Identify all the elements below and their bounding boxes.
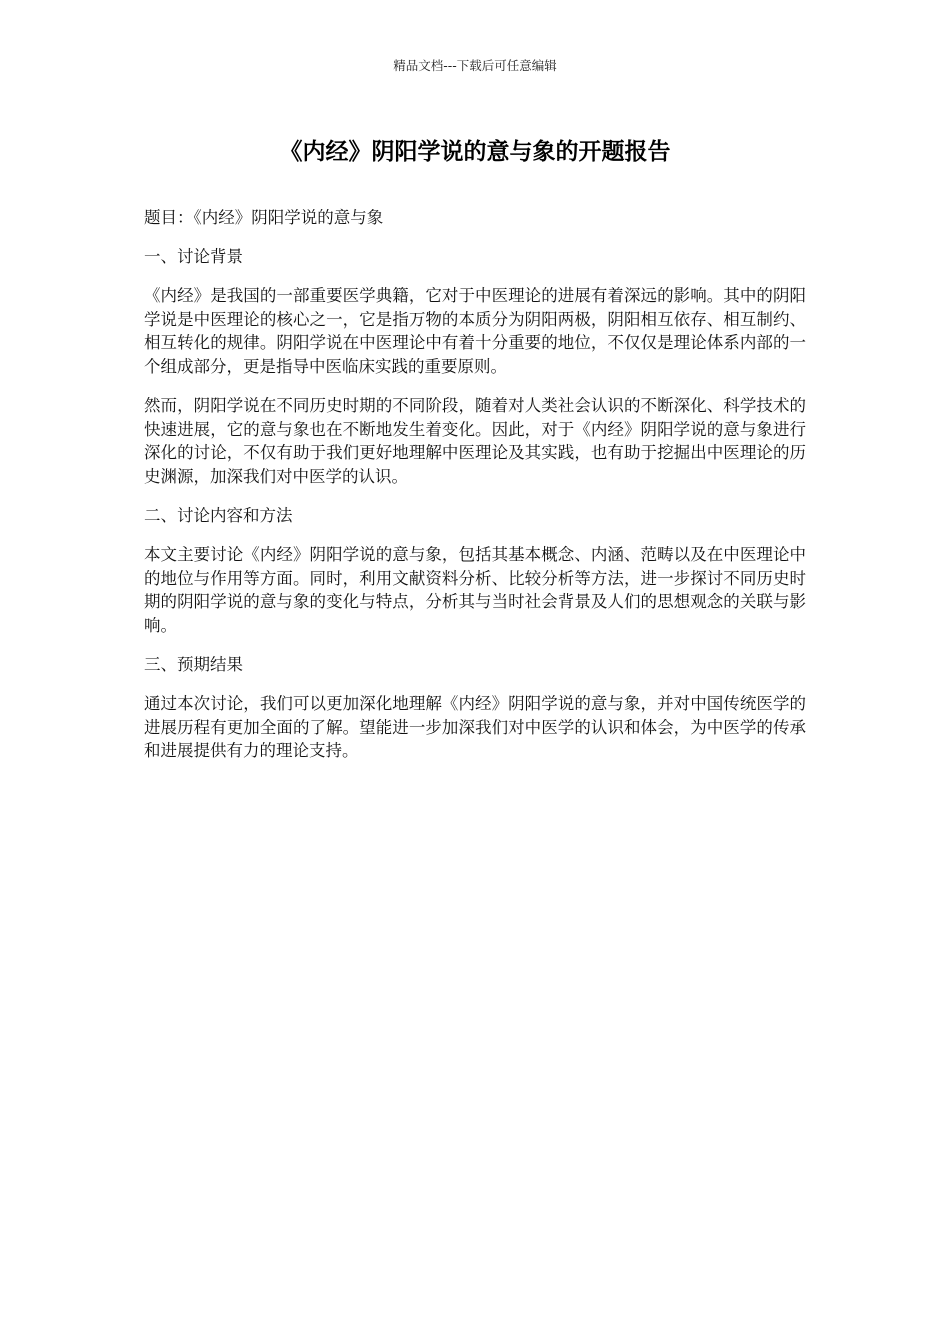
section-heading: 一、讨论背景	[144, 247, 243, 266]
section-heading: 三、预期结果	[144, 655, 243, 674]
paragraph: 《内经》是我国的一部重要医学典籍，它对于中医理论的进展有着深远的影响。其中的阴阳学说是中医理论的核心之一，它是指万物的本质分为阴阳两极，阴阳相互依存、相互制约、相互转化的规律。阴阳学说在中医理论中有着十分重要的地位，不仅仅是理论体系内部的一个组成部分，更是指导中医临床实践的重要原则。	[144, 286, 806, 376]
paragraph: 然而，阴阳学说在不同历史时期的不同阶段，随着对人类社会认识的不断深化、科学技术的快速进展，它的意与象也在不断地发生着变化。因此，对于《内经》阴阳学说的意与象进行深化的讨论，不仅有助于我们更好地理解中医理论及其实践，也有助于挖掘出中医理论的历史渊源，加深我们对中医学的认识。	[144, 396, 806, 486]
document-title: 《内经》阴阳学说的意与象的开题报告	[279, 139, 671, 165]
paragraph: 通过本次讨论，我们可以更加深化地理解《内经》阴阳学说的意与象，并对中国传统医学的进展历程有更加全面的了解。望能进一步加深我们对中医学的认识和体会，为中医学的传承和进展提供有力的理论支持。	[144, 694, 806, 760]
section-content-method	[144, 504, 806, 637]
paragraph: 本文主要讨论《内经》阴阳学说的意与象，包括其基本概念、内涵、范畴以及在中医理论中的地位与作用等方面。同时，利用文献资料分析、比较分析等方法，进一步探讨不同历史时期的阴阳学说的意与象的变化与特点，分析其与当时社会背景及人们的思想观念的关联与影响。	[144, 545, 806, 635]
section-expected-results	[144, 653, 806, 763]
document-body	[144, 206, 806, 779]
header-note: 精品文档---下载后可任意编辑	[393, 58, 557, 73]
subject-line: 题目：《内经》阴阳学说的意与象	[144, 208, 384, 227]
section-heading: 二、讨论内容和方法	[144, 506, 293, 525]
section-background	[144, 245, 806, 488]
